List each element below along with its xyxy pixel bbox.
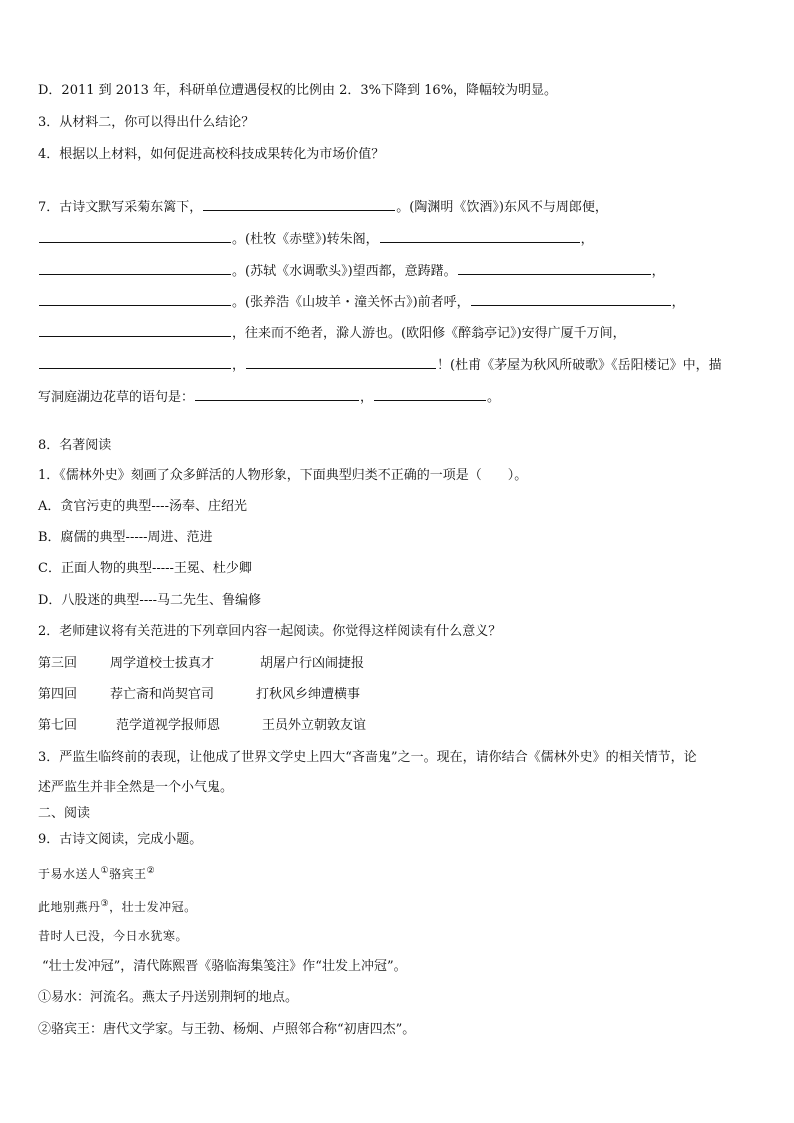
q7-line-5 (38, 323, 626, 343)
q7-line-3 (38, 261, 665, 281)
q7-text: 写洞庭湖边花草的语句是： (38, 390, 195, 405)
q7-line-1 (38, 197, 608, 217)
answer-blank[interactable] (39, 323, 231, 337)
q8-3-line-2: 述严监生并非全然是一个小气鬼。 (38, 780, 234, 795)
q7-line-6 (38, 355, 722, 375)
chapter-title: 周学道校士拔真才 (110, 656, 215, 671)
q7-text: 7．古诗文默写采菊东篱下， (38, 200, 203, 215)
chapter-title: 范学道视学报师恩 (116, 718, 221, 733)
answer-blank[interactable] (39, 229, 231, 243)
q8-3-line-1: 3．严监生临终前的表现，让他成了世界文学史上四大“吝啬鬼”之一。现在，请你结合《儒林外史》的相关情节，论 (38, 750, 697, 765)
chapter-title: 荐亡斋和尚契官司 (110, 687, 215, 702)
answer-blank[interactable] (39, 355, 231, 369)
q7-text: 。(苏轼《水调歌头》)望西都，意踌躇。 (232, 264, 457, 279)
poem-line-1 (38, 895, 197, 916)
poem-text: 此地别燕丹 (38, 900, 101, 914)
answer-blank[interactable] (203, 197, 395, 211)
q7-line-7 (38, 387, 500, 407)
note-marker: ① (100, 866, 110, 876)
footnote-1: ①易水：河流名。燕太子丹送别荆轲的地点。 (38, 990, 299, 1005)
chapter-row (38, 717, 366, 735)
footnote-2: ②骆宾王：唐代文学家。与王勃、杨炯、卢照邻合称“初唐四杰”。 (38, 1022, 416, 1037)
answer-blank[interactable] (458, 261, 651, 275)
note-marker: ② (146, 866, 156, 876)
chapter-title: 王员外立朝敦友谊 (262, 718, 367, 733)
chapter-row (38, 655, 364, 673)
q7-text: ， (580, 232, 594, 247)
poem-title-text: 于易水送人 (38, 867, 101, 881)
q8-option-c: C．正面人物的典型-----王冕、杜少卿 (38, 561, 252, 576)
q8-2: 2．老师建议将有关范进的下列章回内容一起阅读。你觉得这样阅读有什么意义？ (38, 624, 502, 639)
q7-text: ！(杜甫《茅屋为秋风所破歌》《岳阳楼记》中，描 (437, 358, 722, 373)
answer-blank[interactable] (195, 387, 359, 401)
q7-text: ，往来而不绝者，滁人游也。(欧阳修《醉翁亭记》)安得广厦千万间， (232, 326, 626, 341)
answer-blank[interactable] (471, 292, 671, 306)
q7-text: ， (651, 264, 665, 279)
q7-text: 。 (487, 390, 501, 405)
q7-text: ， (671, 295, 685, 310)
section-8-title: 8．名著阅读 (38, 438, 112, 453)
note-marker: ③ (100, 899, 110, 909)
q8-option-a: A．贪官污吏的典型----汤奉、庄绍光 (38, 499, 247, 514)
option-d-line: D．2011 到 2013 年，科研单位遭遇侵权的比例由 2．3%下降到 16%，降幅较为明显。 (38, 83, 558, 98)
q7-text: 。(杜牧《赤壁》)转朱阁， (232, 232, 379, 247)
q7-line-2 (38, 229, 594, 249)
q7-text: ， (360, 390, 374, 405)
poem-note: “壮士发冲冠”，清代陈熙晋《骆临海集笺注》作“壮发上冲冠”。 (42, 959, 407, 974)
chapter-title: 打秋风乡绅遭横事 (256, 687, 361, 702)
chapter-number: 第七回 (38, 718, 78, 733)
q7-line-4 (38, 292, 685, 312)
chapter-row (38, 686, 360, 704)
q8-1: 1．《儒林外史》刻画了众多鲜活的人物形象，下面典型归类不正确的一项是（ ）。 (38, 468, 528, 483)
question-9: 9．古诗文阅读，完成小题。 (38, 832, 203, 847)
part-2-title: 二、阅读 (38, 806, 91, 821)
chapter-title: 胡屠户行凶闹捷报 (260, 656, 365, 671)
poem-title (38, 862, 155, 883)
answer-blank[interactable] (374, 387, 486, 401)
question-4: 4．根据以上材料，如何促进高校科技成果转化为市场价值？ (38, 147, 385, 162)
question-3: 3．从材料二，你可以得出什么结论？ (38, 115, 255, 130)
q7-text: ， (232, 358, 246, 373)
answer-blank[interactable] (380, 229, 580, 243)
q8-option-d: D．八股迷的典型----马二先生、鲁编修 (38, 593, 261, 608)
answer-blank[interactable] (39, 292, 231, 306)
chapter-number: 第四回 (38, 687, 78, 702)
q8-option-b: B．腐儒的典型-----周进、范进 (38, 530, 213, 545)
poem-author: 骆宾王 (109, 867, 147, 881)
poem-line-2: 昔时人已没，今日水犹寒。 (38, 929, 189, 943)
q7-text: 。(陶渊明《饮酒》)东风不与周郎便， (396, 200, 608, 215)
chapter-number: 第三回 (38, 656, 78, 671)
q7-text: 。(张养浩《山坡羊・潼关怀古》)前者呼， (232, 295, 470, 310)
answer-blank[interactable] (39, 261, 231, 275)
answer-blank[interactable] (246, 355, 436, 369)
poem-text: ，壮士发冲冠。 (109, 900, 197, 914)
